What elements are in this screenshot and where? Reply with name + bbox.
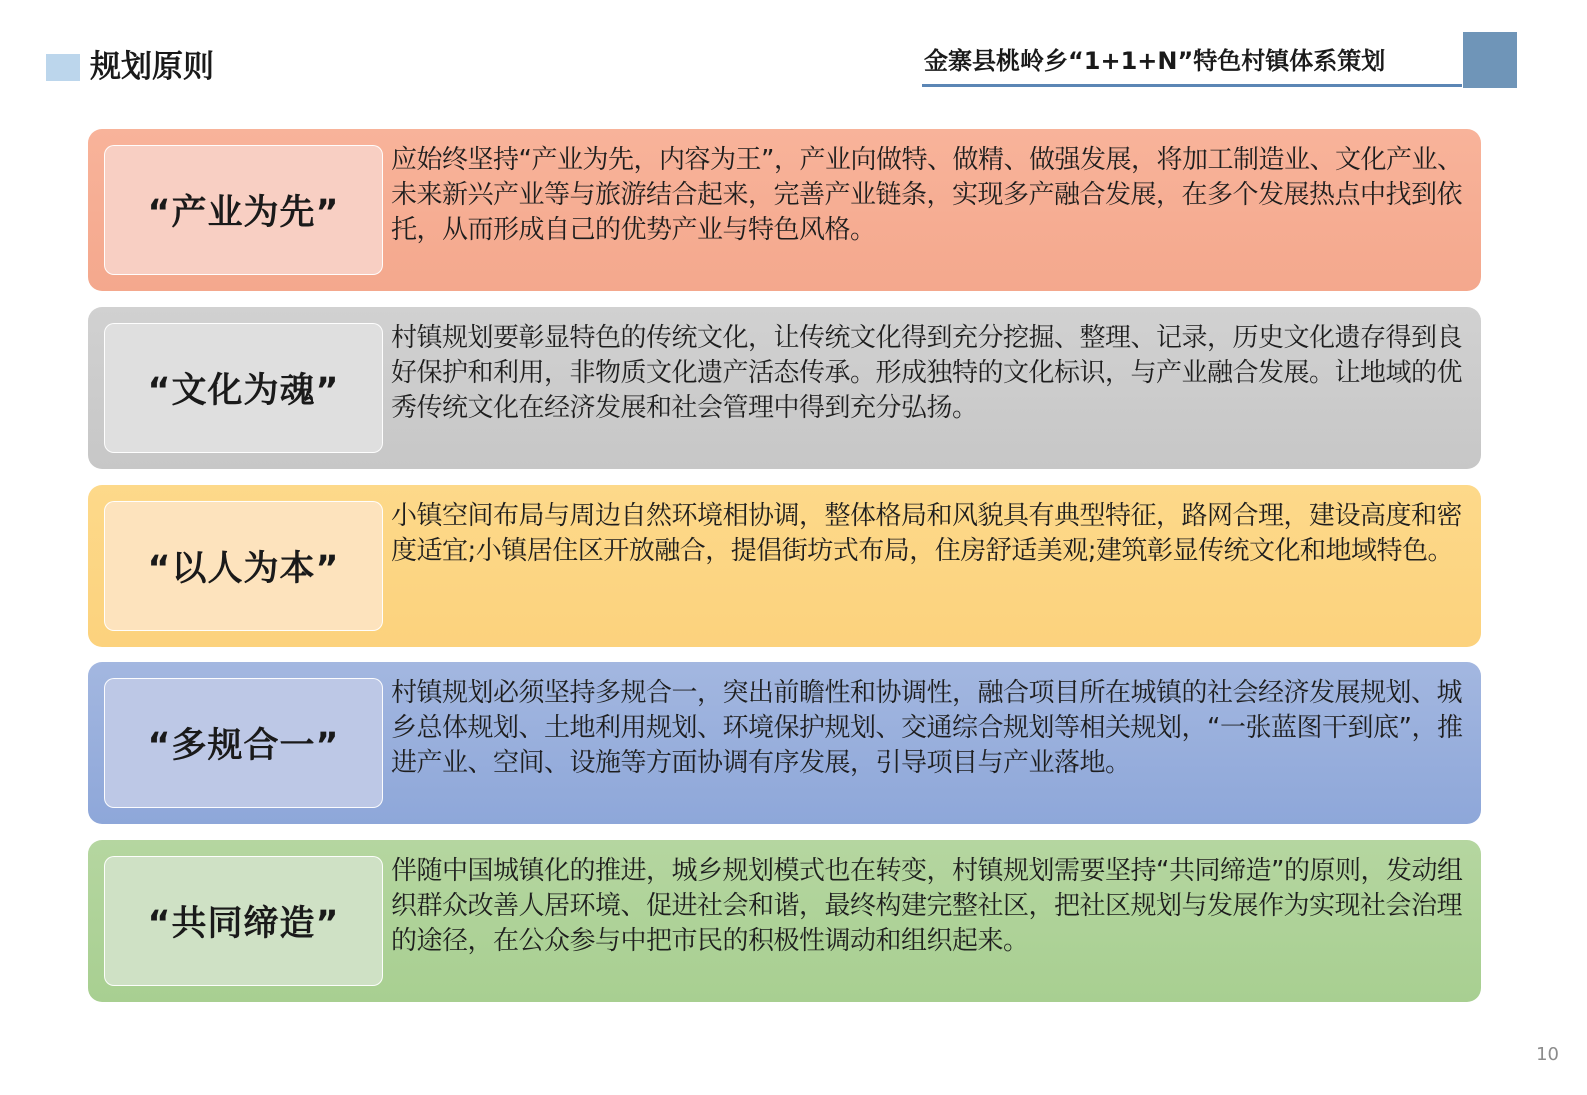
principle-text-cocreate: 伴随中国城镇化的推进，城乡规划模式也在转变，村镇规划需要坚持“共同缔造”的原则，发动组织群众改善人居环境、促进社会和谐，最终构建完整社区，把社区规划与发展作为实现社会治理的途径，在公众参与中把市民的积极性调动和组织起来。 [391, 856, 1463, 956]
document-title: 金寨县桃岭乡“1+1+N”特色村镇体系策划 [924, 47, 1386, 75]
header-accent-block [1463, 32, 1517, 88]
principle-text-industry: 应始终坚持“产业为先，内容为王”，产业向做特、做精、做强发展，将加工制造业、文化产业、未来新兴产业等与旅游结合起来，完善产业链条，实现多产融合发展，在多个发展热点中找到依托，从而形成自己的优势产业与特色风格。 [391, 145, 1463, 245]
section-marker [46, 54, 80, 81]
principle-label-multiplan: “多规合一” [104, 678, 383, 808]
principle-card-industry [88, 129, 1481, 291]
principle-card-cocreate [88, 840, 1481, 1002]
principle-label-industry: “产业为先” [104, 145, 383, 275]
principle-text-culture: 村镇规划要彰显特色的传统文化，让传统文化得到充分挖掘、整理、记录，历史文化遗存得到良好保护和利用，非物质文化遗产活态传承。形成独特的文化标识，与产业融合发展。让地域的优秀传统文化在经济发展和社会管理中得到充分弘扬。 [391, 323, 1463, 423]
page-number: 10 [1536, 1044, 1559, 1065]
principle-card-multiplan [88, 662, 1481, 824]
principle-label-people: “以人为本” [104, 501, 383, 631]
principle-text-multiplan: 村镇规划必须坚持多规合一，突出前瞻性和协调性，融合项目所在城镇的社会经济发展规划、城乡总体规划、土地利用规划、环境保护规划、交通综合规划等相关规划，“一张蓝图干到底”，推进产业、空间、设施等方面协调有序发展，引导项目与产业落地。 [391, 678, 1463, 778]
principle-card-people [88, 485, 1481, 647]
section-title: 规划原则 [90, 49, 214, 85]
principle-card-culture [88, 307, 1481, 469]
document-title-underline [922, 84, 1462, 87]
principle-label-culture: “文化为魂” [104, 323, 383, 453]
principle-text-people: 小镇空间布局与周边自然环境相协调，整体格局和风貌具有典型特征，路网合理，建设高度和密度适宜;小镇居住区开放融合，提倡街坊式布局，住房舒适美观;建筑彰显传统文化和地域特色。 [391, 501, 1463, 566]
principle-label-cocreate: “共同缔造” [104, 856, 383, 986]
